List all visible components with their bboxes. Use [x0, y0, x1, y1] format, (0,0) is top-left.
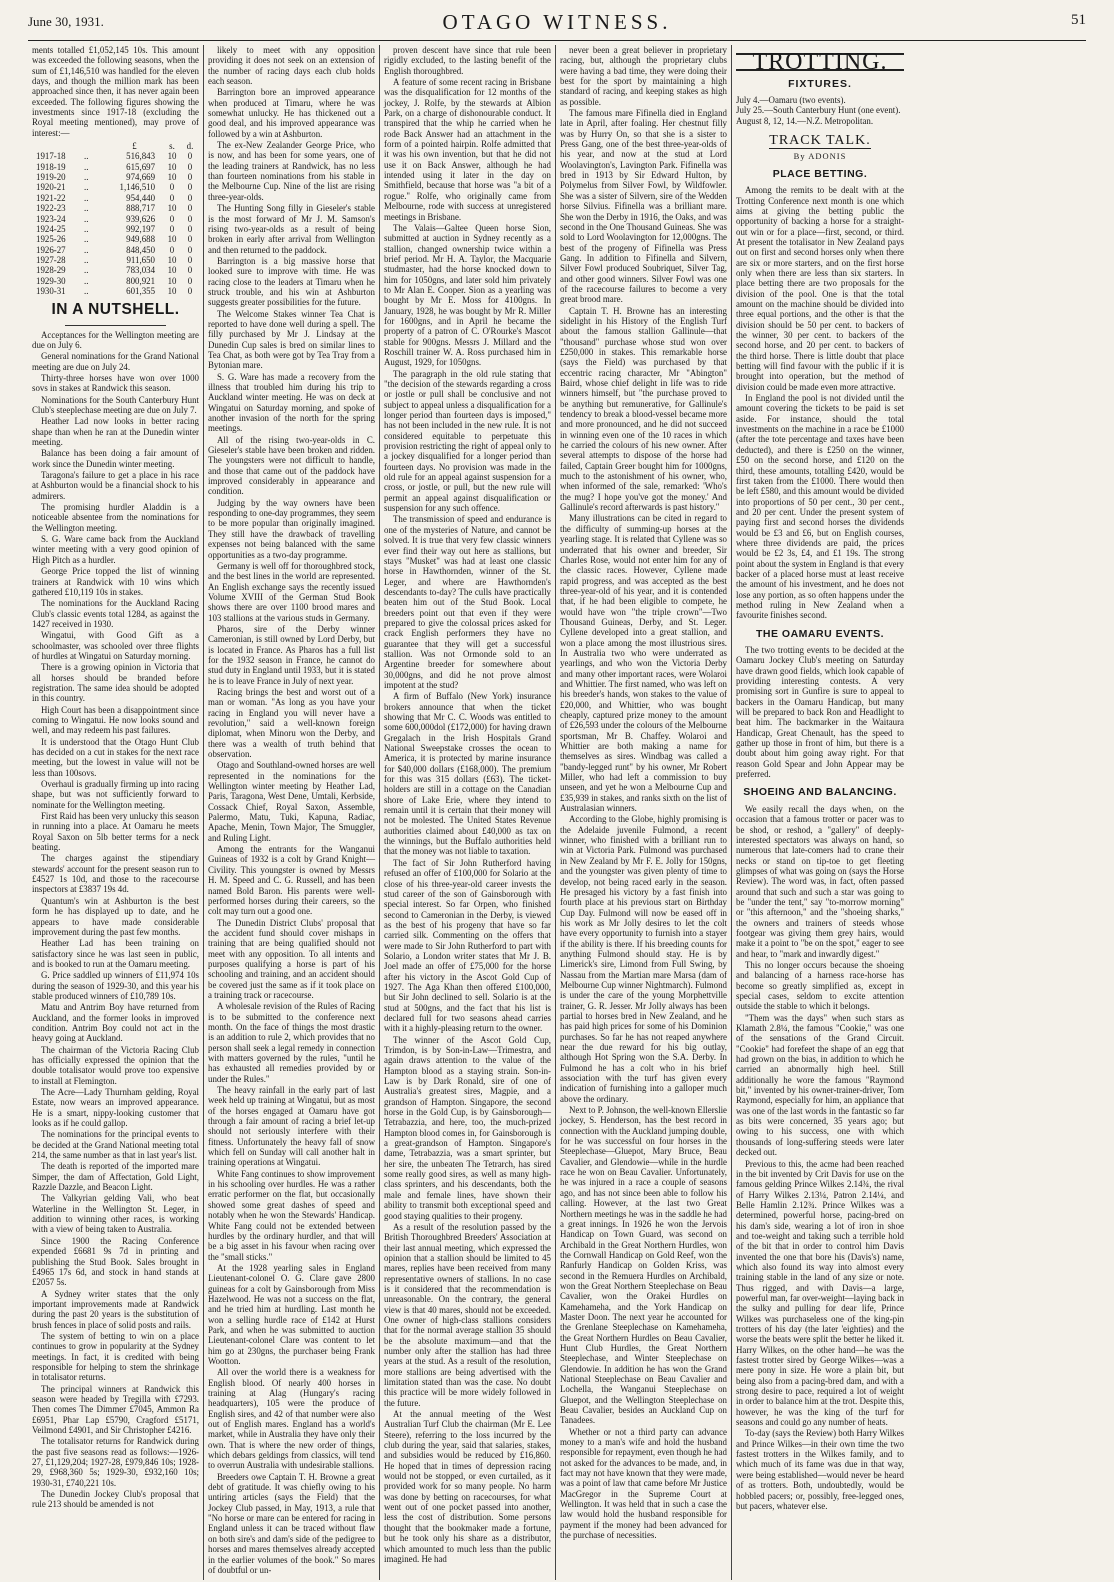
fixture-item: July 25.—South Canterbury Hunt (one event).: [736, 105, 901, 116]
article-paragraph: The principal winners at Randwick this season were headed by Tregilla with £7293. Then comes The Dimmer £7045, Ammon Ra £6951, Phar Lap £5790, Cragford £5171, Veilmond £4901, and Sir Christopher £4216.: [32, 1383, 199, 1435]
returns-s-cell: 10: [167, 285, 177, 296]
article-paragraph: According to the Globe, highly promising is the Adelaide juvenile Fulmond, a recent winner, who finished with a brilliant run to win at Victoria Park. Fulmond was purchased in New Zealand by Mr F. E. Jolly for 150gns, and the youngster was given plenty of time to develop, not being raced early in the season. He presaged his victory by a fast finish into fourth place at his previous start on Birthday Cup Day. Fulmond will now be eased off in his work as Mr Jolly desires to let the colt have every opportunity to furnish into a stayer if the ability is there. If his breeding counts for anything Fulmond should stay. He is by Limerick's sire, Limond from Full Swing, by Nassau from the Martian mare Marsa (dam of Melbourne Cup winner Nightmarch). Fulmond is under the care of the young Morphettville trainer, G. R. Jesser. Mr Jolly always has been partial to horses bred in New Zealand, and he has paid high prices for some of his Dominion purchases. So far he has not reaped anywhere near the due reward for his big outlay, although Hot Spring won the S.A. Derby. In Fulmond he has a colt who in his brief association with the turf has given every indication of furnishing into a galloper much above the ordinary.: [560, 814, 727, 1104]
table-row: [32, 255, 199, 265]
returns-header-cell: £: [132, 141, 137, 152]
returns-amount-cell: 783,034: [126, 265, 155, 276]
returns-header-row: [32, 141, 199, 151]
leader-dots: ..: [84, 275, 89, 286]
returns-amount-cell: 954,440: [126, 192, 155, 203]
article-paragraph: A wholesale revision of the Rules of Racing is to be submitted to the conference next month. On the face of things the most drastic is an addition to rule 2, which provides that no person shall seek a legal remedy in connection with matters governed by the rules, "until he has exhausted all remedies provided by or under the Rules.": [208, 1001, 375, 1084]
returns-s-cell: 0: [169, 182, 175, 193]
returns-s-cell: 0: [169, 244, 175, 255]
table-row: [32, 151, 199, 161]
article-paragraph: The totalisator returns for Randwick during the past five seasons read as follows:—1926-27, £1,129,204; 1927-28, £979,846 10s; 1928-29, £968,360 5s; 1929-30, £932,160 10s; 1930-31, £740,221 10s.: [32, 1436, 199, 1488]
article-paragraph: Among the remits to be dealt with at the Trotting Conference next month is one which aims at giving the betting public the opportunity of backing a horse for a straight-out win or for a place—first, second, or third. At present the totalisator in New Zealand pays out on first and second horses only when there are six or more starters, and on the first horse only when there are less than six starters. In place betting there are two proposals for the division of the pool. One is that the total amount on the machine should be divided into three equal portions, and the other is that the division should be 50 per cent. to backers of the winner, 30 per cent. to backers of the second horse, and 20 per cent. to backers of the third horse. There is little doubt that place betting will find favour with the public if it is brought into operation, but the method of division could be made even more attractive.: [736, 185, 904, 392]
returns-header-cell: d.: [186, 141, 194, 152]
leader-dots: ..: [84, 234, 89, 245]
article-paragraph: To-day (says the Review) both Harry Wilkes and Prince Wilkes—in their own time the two fastest trotters in the Wilkes family, and to which much of its fame was due in that way, were being established—would never be heard of as trotters. Both, undoubtedly, would be hobbled pacers; or, possibly, free-legged ones, but pacers, whatever else.: [736, 1428, 904, 1511]
returns-s-cell: 0: [169, 192, 175, 203]
article-paragraph: There is a growing opinion in Victoria that all horses should be branded before registration. The same idea should be adopted in this country.: [32, 662, 199, 704]
article-paragraph: Nominations for the South Canterbury Hunt Club's steeplechase meeting are due on July 7.: [32, 394, 199, 415]
fixture-item: July 4.—Oamaru (two events).: [736, 94, 846, 105]
returns-s-cell: 10: [167, 203, 177, 214]
returns-year-cell: 1920-21: [36, 182, 66, 193]
column-3: [380, 45, 556, 1580]
returns-header-cell: s.: [169, 141, 175, 152]
article-paragraph: Overhaul is gradually firming up into racing shape, but was not sufficiently forward to nominate for the Wellington meeting.: [32, 779, 199, 810]
returns-amount-cell: 911,650: [126, 254, 155, 265]
returns-s-cell: 10: [167, 265, 177, 276]
oamaru-heading: THE OAMARU EVENTS.: [755, 627, 884, 640]
article-paragraph: Germany is well off for thoroughbred stock, and the best lines in the world are represented. An English exchange says the recently issued Volume XVIII of the German Stud Book shows there are over 1100 brood mares and 103 stallions at the various studs in Germany.: [208, 560, 375, 623]
returns-year-cell: 1917-18: [36, 151, 66, 162]
article-paragraph: A feature of some recent racing in Brisbane was the disqualification for 12 months of the jockey, J. Rolfe, by the stewards at Albion Park, on a charge of dishonourable conduct. It transpired that the whip he carried when he rode Back Answer had an attachment in the form of a pointed hairpin. Rolfe admitted that it was his own invention, but that he did not use it on Back Answer, although he had intended using it later in the day on Smithfield, because that horse was "a bit of a rogue." Rolfe, who originally came from Melbourne, rode with success at unregistered meetings in Brisbane.: [384, 77, 551, 222]
article-paragraph: The nominations for the principal events to be decided at the Grand National meeting total 214, the same number as that in last year's list.: [32, 1129, 199, 1161]
place-betting-paragraphs: [736, 185, 904, 620]
article-paragraph: In England the pool is not divided until the amount covering the tickets to be paid is set aside. For instance, should the total investments on the machine in a race be £1000 (after the tote percentage and taxes have been deducted), and there is £250 on the winner, £50 on the second horse, and £120 on the third, these amounts, totalling £420, would be first taken from the £1000. There would then be left £580, and this amount would be divided into proportions of 50 per cent., 30 per cent., and 20 per cent. Under the present system of paying first and second horses the dividends would be £3 and £6, but on English courses, where three dividends are paid, the prices would be £2 3s, £4, and £1 19s. The strong point about the system in England is that every backer of a placed horse must at least receive the amount of his investment, and he does not lose any portion, as so often happens under the method ruling in New Zealand when a favourite finishes second.: [736, 393, 904, 621]
article-paragraph: This no longer occurs because the shoeing and balancing of a harness race-horse has become so greatly simplified as, except in special cases, seldom to excite attention outside the stable to which it belongs.: [736, 959, 904, 1012]
leader-dots: ..: [84, 244, 89, 255]
returns-s-cell: 10: [167, 161, 177, 172]
article-paragraph: G. Price saddled up winners of £11,974 10s during the season of 1929-30, and this year his stable produced winners of £10,789 10s.: [32, 970, 199, 1001]
returns-s-cell: 0: [169, 223, 175, 234]
returns-d-cell: 0: [187, 172, 193, 183]
returns-d-cell: 0: [187, 192, 193, 203]
article-paragraph: The Welcome Stakes winner Tea Chat is reported to have done well during a spell. The filly purchased by Mr J. Lindsay at the Dunedin Cup sales is bred on similar lines to Tea Chat, as both were got by Tea Tray from a Bytonian mare.: [208, 308, 375, 371]
returns-year-cell: 1930-31: [36, 285, 66, 296]
article-paragraph: S. G. Ware has made a recovery from the illness that troubled him during his trip to Auckland winter meeting. He was on deck at Wingatui on Saturday morning, and spoke of another invasion of the north for the spring meetings.: [208, 371, 375, 434]
leader-dots: ..: [84, 265, 89, 276]
nutshell-paragraphs: [32, 330, 199, 1510]
returns-amount-cell: 615,697: [126, 161, 155, 172]
returns-year-cell: 1921-22: [36, 192, 66, 203]
article-paragraph: Quantum's win at Ashburton is the best form he has displayed up to date, and he appears to have made considerable improvement during the past few months.: [32, 895, 199, 937]
article-paragraph: At the 1928 yearling sales in England Lieutenant-colonel O. G. Clare gave 2800 guineas for a colt by Gainsborough from Miss Hazelwood. He was not a success on the flat, and he tried him at hurdling. Last month he won a selling hurdle race of £142 at Hurst Park, and when he was submitted to auction Lieutenant-colonel Clare was content to let him go at 230gns, the purchaser being Frank Wootton.: [208, 1262, 375, 1366]
article-paragraph: The heavy rainfall in the early part of last week held up training at Wingatui, but as most of the horses engaged at Oamaru have got through a fair amount of racing a brief let-up should not seriously interfere with their fitness. Unfortunately the heavy fall of snow which fell on Sunday will call another halt in training operations at Wingatui.: [208, 1085, 375, 1168]
table-row: [32, 214, 199, 224]
returns-year-cell: 1927-28: [36, 254, 66, 265]
byline: By ADONIS: [793, 150, 847, 161]
leader-dots: ..: [84, 151, 89, 162]
article-paragraph: The Hunting Song filly in Gieseler's stable is the most forward of Mr J. M. Samson's rising two-year-olds as a result of being broken in early after arrival from Wellington and then returned to the paddock.: [208, 203, 375, 255]
leader-dots: ..: [84, 203, 89, 214]
article-paragraph: The Acre—Lady Thurnham gelding, Royal Estate, now wears an improved appearance. He is a smart, nippy-looking customer that looks as if he could gallop.: [32, 1087, 199, 1129]
issue-date: June 30, 1931.: [28, 14, 104, 29]
article-paragraph: The two trotting events to be decided at the Oamaru Jockey Club's meeting on Saturday have drawn good fields, which look capable of providing interesting contests. A very promising sort in Gunfire is sure to appeal to backers in the Oamaru Handicap, but many will be prepared to back Ron and Headlight to beat him. The backmarker in the Waitaura Handicap, Great Chenault, has the speed to gather up those in front of him, but there is a doubt about him going away right. For that reason Gold Spear and John Appear may be preferred.: [736, 645, 904, 780]
article-paragraph: A firm of Buffalo (New York) insurance brokers announce that when the ticket showing that Mr C. C. Woods was entitled to some 600,000dol (£172,000) for having drawn Gregalach in the Irish Hospitals Grand National Sweepstake crosses the ocean to America, it is protected by marine insurance for $40,000 dollars (£168,000). The premium for this was 315 dollars (£63). The ticket-holders are still in a cottage on the Canadian shore of Lake Erie, where they intend to remain until it is certain that their money will not be molested. The United States Revenue authorities claimed about £40,000 as tax on the winnings, but the Buffalo authorities held that the money was not liable to taxation.: [384, 691, 551, 857]
returns-s-cell: 10: [167, 234, 177, 245]
returns-d-cell: 0: [187, 151, 193, 162]
trotting-title: TROTTING.: [736, 53, 904, 71]
article-paragraph: High Court has been a disappointment since coming to Wingatui. He now looks sound and well, and may redeem his past failures.: [32, 704, 199, 736]
article-paragraph: Breeders owe Captain T. H. Browne a great debt of gratitude. It was chiefly owing to his untiring articles (says the Field) that the Jockey Club passed, in May, 1913, a rule that "No horse or mare can be entered for racing in England unless it can be traced without flaw on both sire's and dam's side of the pedigree to horses and mares themselves already accepted in the earlier volumes of the book." So mares of doubtful or un-: [208, 1471, 375, 1575]
leader-dots: ..: [84, 223, 89, 234]
returns-d-cell: 0: [187, 161, 193, 172]
track-talk-heading: [736, 133, 904, 149]
article-paragraph: White Fang continues to show improvement in his schooling over hurdles. He was a rather erratic performer on the flat, but occasionally showed some great dashes of speed and notably when he won the Stewards' Handicap. White Fang could not be extended between hurdles by the ordinary hurdler, and that will be a big asset in his favour when racing over the "small sticks.": [208, 1168, 375, 1262]
column-5-trotting: [732, 45, 908, 1580]
table-row: [32, 276, 199, 286]
article-paragraph: Judging by the way owners have been responding to one-day programmes, they seem to be more popular than originally imagined. They still have the drawback of travelling expenses not being balanced with the same opportunities as a two-day programme.: [208, 497, 375, 560]
article-paragraph: Matu and Antrim Boy have returned from Auckland, and the former looks in improved condition. Antrim Boy could not act in the heavy going at Auckland.: [32, 1002, 199, 1044]
article-paragraph: S. G. Ware came back from the Auckland winter meeting with a very good opinion of High Pitch as a hurdler.: [32, 534, 199, 565]
leader-dots: ..: [84, 182, 89, 193]
returns-d-cell: 0: [187, 275, 193, 286]
returns-amount-cell: 888,717: [126, 203, 155, 214]
article-paragraph: It is understood that the Otago Hunt Club has decided on a cut in stakes for the next race meeting, but the lowest in value will not be less than 100sovs.: [32, 736, 199, 778]
fixture-item: August 8, 12, 14.—N.Z. Metropolitan.: [736, 115, 874, 126]
returns-d-cell: 0: [187, 223, 193, 234]
article-paragraph: proven descent have since that rule been rigidly excluded, to the lasting benefit of the English thoroughbred.: [384, 45, 551, 76]
article-paragraph: Taragona's failure to get a place in his race at Ashburton would be a financial shock to his admirers.: [32, 470, 199, 501]
table-row: [32, 172, 199, 182]
returns-intro: ments totalled £1,052,145 10s. This amount was exceeded the following seasons, when the sum of £1,146,510 was handled for the eleven days, and though the million mark has been approached since then, it has never again been exceeded. The following figures showing the investments since 1917-18 (excluding the Royal meeting mentioned), may prove of interest:—: [32, 45, 199, 138]
returns-d-cell: 0: [187, 285, 193, 296]
returns-s-cell: 0: [169, 213, 175, 224]
article-paragraph: Otago and Southland-owned horses are well represented in the nominations for the Wellington winter meeting by Heather Lad, Paris, Taragona, West Dene, Umtali, Kerbside, Cossack Chief, Royal Saxon, Assemble, Palermo, Matu, Tuki, Kapuna, Radiac, Apache, Menin, Town Major, The Smuggler, and Ruling Light.: [208, 760, 375, 843]
article-paragraph: The promising hurdler Aladdin is a noticeable absentee from the nominations for the Wellington meeting.: [32, 502, 199, 533]
returns-s-cell: 10: [167, 275, 177, 286]
article-paragraph: "Them was the days" when such stars as Klamath 2.8¼, the famous "Cookie," was one of the sensations of the Grand Circuit. "Cookie" had forefeet the shape of an egg that had grown on the bias, in addition to which he carried an abnormally high heel. Still additionally he wore the famous "Raymond bit," invented by his owner-trainer-driver, Tom Raymond, especially for him, an appliance that was one of the last words in the fantastic so far as bits were concerned, 35 years ago; but owing to his success, one with which thousands of long-suffering steeds were later decked out.: [736, 1012, 904, 1158]
returns-s-cell: 10: [167, 151, 177, 162]
returns-d-cell: 0: [187, 265, 193, 276]
column-4: [556, 45, 732, 1580]
returns-amount-cell: 974,669: [126, 172, 155, 183]
article-paragraph: never been a great believer in proprietary racing, but, although the proprietary clubs were having a bad time, they were doing their best for the sport by maintaining a high standard of racing, and keeping stakes as high as possible.: [560, 45, 727, 107]
article-paragraph: Wingatui, with Good Gift as a schoolmaster, was schooled over three flights of hurdles at Wingatui on Saturday morning.: [32, 630, 199, 661]
shoeing-heading: SHOEING AND BALANCING.: [743, 786, 897, 799]
article-paragraph: The famous mare Fifinella died in England late in April, after foaling. Her chestnut filly was by Hurry On, so that she is a sister to Press Gang, one of the best three-year-olds of his year, and now at the stud at Lord Woolavington's, Lavington Park. Fifinella was bred in 1913 by Sir Edward Hulton, by Polymelus from Silver Fowl, by Wildfowler. She was a sister of Silvern, sire of the Wedden horse Silvius. Fifinella was a brilliant mare. She won the Derby in 1916, the Oaks, and was second in the One Thousand Guineas. She was sold to Lord Woolavington for 12,000gns. The best of the progeny of Fifinella was Press Gang. In addition to Fifinella and Silvern, Silver Fowl produced Soubriquet, Silver Tag, and other good winners. Silver Fowl was one of the racecourse failures to become a very great brood mare.: [560, 108, 727, 305]
returns-amount-cell: 848,450: [126, 244, 155, 255]
masthead: [28, 0, 1086, 41]
returns-year-cell: 1922-23: [36, 203, 66, 214]
table-row: [32, 286, 199, 296]
article-paragraph: As a result of the resolution passed by the British Thoroughbred Breeders' Association at their last annual meeting, which expressed the opinion that a stallion should be limited to 45 mares, replies have been received from many representative owners of stallions. In no case is it considered that the recommendation is unreasonable. On the contrary, the general view is that 40 mares, should not be exceeded. One owner of high-class stallions considers that for the normal average stallion 35 should be the absolute maximum—and that the number only after the stallion has had three years at the stud. As a result of the resolution, more stallions are being advertised with the limitation stated than was the case. No doubt this practice will be more widely followed in the future.: [384, 1221, 551, 1408]
article-paragraph: The charges against the stipendiary stewards' account for the present season run to £4527 1s 10d, and those to the racecourse inspectors at £3837 19s 4d.: [32, 853, 199, 895]
returns-d-cell: 0: [187, 213, 193, 224]
returns-d-cell: 0: [187, 203, 193, 214]
article-paragraph: Barrington bore an improved appearance when produced at Timaru, where he was somewhat unlucky. He has thickened out a good deal, and his improved appearance was followed by a win at Ashburton.: [208, 87, 375, 139]
table-row: [32, 245, 199, 255]
article-paragraph: Heather Lad has been training on satisfactory since he was last seen in public, and is booked to run at the Oamaru meeting.: [32, 938, 199, 969]
returns-amount-cell: 992,197: [126, 223, 155, 234]
returns-amount-cell: 800,921: [126, 275, 155, 286]
leader-dots: ..: [84, 213, 89, 224]
article-paragraph: Previous to this, the acme had been reached in the bit invented by Crit Davis for use on the famous gelding Prince Wilkes 2.14¾, the rival of Harry Wilkes 2.13¼, Patron 2.14¼, and Belle Hamlin 2.12¾. Prince Wilkes was a determined, powerful horse, pacing-bred on his dam's side, wearing a lot of iron in shoe and toe-weight and taking such a terrible hold of the bit that in order to control him Davis invented the one that bore his (Davis's) name, which also found its way into almost every training stable in the land of any size or note. Thus rigged, and with Davis—a large, powerful man, far over-weight—laying back in the sulky and pulling for dear life, Prince Wilkes was purchaseless one of the king-pin trotters of his day (the later 'eighties) and the worse the beats were split the better he liked it. Harry Wilkes, on the other hand—he was the fastest trotter sired by George Wilkes—was a mere pony in size. He wore a plain bit, but being also from a pacing-bred dam, and with a strong desire to pace, required a lot of weight in order to balance him at the trot. Despite this, however, he was the king of the turf for seasons and could go any number of heats.: [736, 1158, 904, 1428]
returns-year-cell: 1926-27: [36, 244, 66, 255]
article-paragraph: All over the world there is a weakness for English blood. Of nearly 400 horses in training at Alag (Hungary's racing headquarters), 105 were the produce of English sires, and 42 of that number were also out of English mares. England has a world's market, while in Australia they have only their own. That is where the new order of things, which debars geldings from classics, will tend to overrun Australia with undesirable stallions.: [208, 1367, 375, 1471]
article-paragraph: The Dunedin District Clubs' proposal that the accident fund should cover mishaps in training that are being qualified should not meet with any opposition. To all intents and purposes qualifying a horse is part of his schooling and training, and an accident should be covered just the same as if it took place on a training track or racecourse.: [208, 917, 375, 1000]
article-paragraph: Since 1900 the Racing Conference expended £6681 9s 7d in printing and publishing the Stud Book. Sales brought in £4965 17s 6d, and stock in hand stands at £2057 5s.: [32, 1235, 199, 1288]
table-row: [32, 182, 199, 192]
article-paragraph: The nominations for the Auckland Racing Club's classic events total 1284, as against the 1427 received in 1930.: [32, 598, 199, 629]
column-4-paragraphs: [560, 45, 727, 1541]
leader-dots: ..: [84, 172, 89, 183]
article-paragraph: Balance has been doing a fair amount of work since the Dunedin winter meeting.: [32, 448, 199, 469]
article-paragraph: At the annual meeting of the West Australian Turf Club the chairman (Mr E. Lee Steere), referring to the loss incurred by the club during the year, said that salaries, stakes, and subsidies would be reduced by £16,860. He hoped that in times of depression racing would not be stopped, or even curtailed, as it provided work for so many people. No harm was done by betting on racecourses, for what went out of one pocket passed into another, less the cost of distribution. Some persons thought that the bookmaker made a fortune, but he took only his share as a distributor, which amounted to much less than the public imagined. He had: [384, 1409, 551, 1564]
article-paragraph: Heather Lad now looks in better racing shape than when he ran at the Dunedin winter meeting.: [32, 416, 199, 448]
page-number: 51: [1071, 12, 1086, 28]
returns-s-cell: 10: [167, 172, 177, 183]
article-paragraph: The Valais—Galtee Queen horse Sion, submitted at auction in Sydney recently as a stallion, changed ownership twice within a brief period. Mr H. A. Taylor, the Macquarie studmaster, had the horse knocked down to him for 1050gns, and later sold him privately to Mr Alan E. Cooper. Sion as a yearling was bought by Mr E. Moss for 4100gns. In January, 1928, he was bought by Mr R. Miller for 1600gns, and in April he became the property of a patron of C. O'Rourke's Mascot stable for 900gns. Messrs J. Millard and the Roschill trainer W. A. Ross purchased him in August, 1929, for 1050gns.: [384, 222, 551, 368]
returns-s-cell: 10: [167, 254, 177, 265]
columns: [28, 45, 1086, 1580]
table-row: [32, 234, 199, 244]
article-paragraph: The system of betting to win on a place continues to grow in popularity at the Sydney meetings. In fact, it is credited with being responsible for helping to stem the shrinkage in totalisator returns.: [32, 1330, 199, 1383]
table-row: [32, 193, 199, 203]
article-paragraph: likely to meet with any opposition providing it does not seek on an extension of the number of racing days each club holds each season.: [208, 45, 375, 87]
column-2-paragraphs: [208, 45, 375, 1575]
oamaru-paragraphs: [736, 645, 904, 779]
article-paragraph: Pharos, sire of the Derby winner Cameronian, is still owned by Lord Derby, but is located in France. As Pharos has a full list for the 1932 season in France, he cannot do stud duty in England until 1933, but it is stated he is to leave France in July of next year.: [208, 623, 375, 686]
article-paragraph: Thirty-three horses have won over 1000 sovs in stakes at Randwick this season.: [32, 372, 199, 394]
article-paragraph: We easily recall the days when, on the occasion that a famous trotter or pacer was to be shod, or reshod, a "gallery" of deeply-interested spectators was always on hand, so numerous that late-comers had to crane their necks or stand on tip-toe to get fleeting glimpses of what was going on (says the Horse Review). The word was, in fact, often passed around that such and such a star was going to be "under the tent," say "to-morrow morning" or "this afternoon," and the "shoeing sharks," the owners and trainers of steeds whose footgear was giving them grey hairs, would make it a point to "be on the spot," eager to see and hear, to "mark and inwardly digest.": [736, 803, 904, 959]
divider: [65, 325, 165, 326]
article-paragraph: The Dunedin Jockey Club's proposal that rule 213 should be amended is not: [32, 1489, 199, 1510]
article-paragraph: All of the rising two-year-olds in C. Gieseler's stable have been broken and ridden. The youngsters were not difficult to handle, and those that came out of the paddock have improved considerably in appearance and condition.: [208, 434, 375, 497]
fixtures-heading: FIXTURES.: [788, 78, 852, 91]
article-paragraph: A Sydney writer states that the only important improvements made at Randwick during the past 20 years is the substitution of brush fences in place of solid posts and rails.: [32, 1288, 199, 1330]
returns-year-cell: 1928-29: [36, 265, 66, 276]
returns-amount-cell: 601,355: [126, 285, 155, 296]
article-paragraph: General nominations for the Grand National meeting are due on July 24.: [32, 351, 199, 372]
article-paragraph: The winner of the Ascot Gold Cup, Trimdon, is by Son-in-Law—Trimestra, and again draws attention to the value of the Hampton blood as a staying strain. Son-in-Law is by Dark Ronald, sire of one of Australia's greatest sires, Magpie, and a grandson of Hampton. Singapore, the second horse in the Gold Cup, is by Gainsborough—Tetrabazzia, and here, too, the much-prized Hampton blood comes in, for Gainsborough is a great-grandson of Hampton. Singapore's dame, Tetrabazzia, was a smart sprinter, but her sire, the unbeaten The Tetrarch, has sired some really good sires, as well as many high-class sprinters, and his descendants, both the male and female lines, have shown their ability to transmit both exceptional speed and good staying qualities to their progeny.: [384, 1034, 551, 1221]
article-paragraph: The chairman of the Victoria Racing Club has officially expressed the opinion that the double totalisator would prove too expensive to install at Flemington.: [32, 1044, 199, 1086]
column-3-paragraphs: [384, 45, 551, 1564]
leader-dots: ..: [84, 161, 89, 172]
table-row: [32, 224, 199, 234]
returns-year-cell: 1919-20: [36, 172, 66, 183]
returns-year-cell: 1918-19: [36, 161, 66, 172]
totalisator-returns-table: [32, 141, 199, 296]
article-paragraph: The death is reported of the imported mare Simper, the dam of Affectation, Gold Light, Razzle Dazzle, and Beacon Light.: [32, 1161, 199, 1193]
shoeing-paragraphs: [736, 804, 904, 1511]
article-paragraph: Next to P. Johnson, the well-known Ellerslie jockey, S. Henderson, has the best record in connection with the Auckland jumping double, for he was successful on four horses in the Steeplechase—Gluepot, Mary Bruce, Beau Cavalier, and Glendowie—while in the hurdle race he won on Beau Cavalier. Unfortunately, he was injured in a race a couple of seasons ago, and has not since been able to follow his calling. However, at the last two Great Northern meetings he was in the saddle he had a great innings. In 1926 he won the Jervois Handicap on Town Guard, was second on Archibald in the Great Northern Hurdles, won the Cornwall Handicap on Gold Reef, won the Ranfurly Handicap on Golden Kriss, was second in the Remuera Hurdles on Archibald, won the Great Northern Steeplechase on Beau Cavalier, won the Orakei Hurdles on Kamehameha, and the York Handicap on Master Doon. The next year he accounted for the Grenlane Steeplechase on Kamehameha, the Great Northern Hurdles on Beau Cavalier, Hunt Club Hurdles, the Great Northern Steeplechase, and Winter Steeplechase on Glendowie. In addition he has won the Grand National Steeplechase on Beau Cavalier and Lochella, the Wanganui Steeplechase on Gluepot, and the Wellington Steeplechase on Beau Cavalier, besides an Auckland Cup on Tanadees.: [560, 1105, 727, 1426]
article-paragraph: Barrington is a big massive horse that looked sure to improve with time. He was racing close to the leaders at Timaru when he struck trouble, and his win at Ashburton suggests greater possibilities for the future.: [208, 255, 375, 308]
returns-year-cell: 1924-25: [36, 223, 66, 234]
article-paragraph: The ex-New Zealander George Price, who is now, and has been for some years, one of the leading trainers at Randwick, has no less than fourteen nominations from his stable in the Melbourne Cup. Nine of the list are rising three-year-olds.: [208, 140, 375, 202]
article-paragraph: Whether or not a third party can advance money to a man's wife and hold the husband responsible for repayment, even though he had not asked for the advances to be made, and, in fact may not have known that they were made, was a point of law that came before Mr Justice MacGregor in the Supreme Court at Wellington. It was held that in such a case the law would hold the husband responsible for payment if the money had been advanced for the purchase of necessities.: [560, 1426, 727, 1541]
returns-amount-cell: 1,146,510: [119, 182, 155, 193]
returns-year-cell: 1925-26: [36, 234, 66, 245]
table-row: [32, 203, 199, 213]
returns-d-cell: 0: [187, 254, 193, 265]
nutshell-heading: IN A NUTSHELL.: [51, 301, 180, 319]
returns-year-cell: 1923-24: [36, 213, 66, 224]
column-2: [204, 45, 380, 1580]
place-betting-heading: PLACE BETTING.: [772, 167, 868, 180]
article-paragraph: Among the entrants for the Wanganui Guineas of 1932 is a colt by Grand Knight—Civility. This youngster is owned by Messrs H. M. Speed and C. G. Russell, and has been named Bold Baron. His parents were well-performed horses during their careers, so the colt may turn out a good one.: [208, 844, 375, 917]
returns-amount-cell: 949,688: [126, 234, 155, 245]
returns-year-cell: 1929-30: [36, 275, 66, 286]
returns-d-cell: 0: [187, 182, 193, 193]
leader-dots: ..: [84, 192, 89, 203]
article-paragraph: The fact of Sir John Rutherford having refused an offer of £100,000 for Solario at the close of his three-year-old career invests the stud career of the son of Gainsborough with special interest. So far Orpen, who finished second to Cameronian in the Derby, is viewed as the best of his progeny that have so far carried silk. Commenting on the offers that were made to Sir John Rutherford to part with Solario, a London writer states that Mr J. B. Joel made an offer of £75,000 for the horse after his victory in the Ascot Gold Cup of 1927. The Aga Khan then offered £100,000, but Sir John declined to sell. Solario is at the stud at 500gns, and the fact that his list is declared full for two seasons ahead carries with it a highly-pleasing return to the owner.: [384, 857, 551, 1034]
returns-amount-cell: 939,626: [126, 213, 155, 224]
article-paragraph: George Price topped the list of winning trainers at Randwick with 10 wins which gathered £10,119 10s in stakes.: [32, 566, 199, 597]
article-paragraph: Racing brings the best and worst out of a man or woman. "As long as you have your racing in England you will never have a revolution," said a well-known foreign diplomat, when Minoru won the Derby, and there was a wealth of truth behind that observation.: [208, 686, 375, 760]
column-1: [28, 45, 204, 1580]
article-paragraph: The Valkyrian gelding Vali, who beat Waterline in the Wellington St. Leger, in addition to winning other races, is working with a view of being taken to Australia.: [32, 1193, 199, 1235]
article-paragraph: Captain T. H. Browne has an interesting sidelight in his History of the English Turf about the famous stallion Gallinule—that "thousand" purchase whose stud won over £250,000 in stakes. This remarkable horse (says the Field) was purchased by that eccentric racing character, Mr "Abington" Baird, whose chief delight in life was to ride winners himself, but "the purchase proved to be anything but remunerative, for Gallinule's tendency to break a blood-vessel became more and more pronounced, and he did not succeed in winning even one of the 10 races in which he carried the colours of his new owner. After several attempts to dispose of the horse had failed, Captain Greer bought him for 1000gns, much to the astonishment of his owner, who, when informed of the sale, remarked: 'Who's the mug? I hope you've got the money.' And Gallinule's record afterwards is past history.": [560, 305, 727, 513]
article-paragraph: First Raid has been very unlucky this season in running into a place. At Oamaru he meets Royal Saxon on 5lb better terms for a neck beating.: [32, 811, 199, 853]
leader-dots: ..: [84, 285, 89, 296]
article-paragraph: The paragraph in the old rule stating that "the decision of the stewards regarding a cross or jostle or pull shall be conclusive and not subject to appeal unless a disqualification for a longer period than fourteen days is imposed," has not been included in the new rule. It is not considered equitable to perpetuate this provision restricting the right of appeal only to a jockey disqualified for a longer period than fourteen days. No provision was made in the old rule for an appeal against suspension for a cross, or jostle, or pull, but the new rule will permit an appeal against disqualification or suspension for any such offence.: [384, 368, 551, 514]
article-paragraph: The transmission of speed and endurance is one of the mysteries of Nature, and cannot be solved. It is true that very few classic winners ever find their way out here as stallions, but stays "Musket" was had at least one classic horse in Hawthornden, winner of the St. Leger, and where are Hawthornden's descendants to-day? The culls have practically beaten him out of the Stud Book. Local breeders point out that even if they were prepared to give the colossal prices asked for crack English performers they have no guarantee that they will get a successful stallion. Was not Ormonde sold to an Argentine breeder for somewhere about 30,000gns, and did he not prove almost impotent at the stud?: [384, 514, 551, 690]
returns-d-cell: 0: [187, 244, 193, 255]
table-row: [32, 265, 199, 275]
returns-amount-cell: 516,843: [126, 151, 155, 162]
returns-d-cell: 0: [187, 234, 193, 245]
newspaper-title: OTAGO WITNESS.: [442, 10, 672, 34]
leader-dots: ..: [84, 254, 89, 265]
table-row: [32, 162, 199, 172]
fixtures-list: [736, 95, 904, 127]
article-paragraph: Acceptances for the Wellington meeting are due on July 6.: [32, 329, 199, 350]
article-paragraph: Many illustrations can be cited in regard to the difficulty of summing-up horses at the yearling stage. It is related that Cyllene was so underrated that his owner and breeder, Sir Charles Rose, would not enter him for any of the classic races. However, Cyllene made rapid progress, and was accepted as the best three-year-old of his year, and it is contended that, if he had been eligible to compete, he would have won "the triple crown"—Two Thousand Guineas, Derby, and St. Leger. Cyllene developed into a great stallion, and won a place among the most illustrious sires. In Australia two who were underrated as yearlings, and who won the Victoria Derby and many other important races, were Wolaroi and Whittier. The first named, who was left on his breeder's hands, won stakes to the value of £20,000, and Whittier, who was bought cheaply, captured prize money to the amount of £26,593 under the colours of the Melbourne sportsman, Mr B. Chaffey. Wolaroi and Whittier are both making a name for themselves as sires. Windbag was called a "bandy-legged runt" by his owner, Mr Robert Miller, who had left a commission to buy unseen, and yet he won a Melbourne Cup and £35,939 in stakes, and ranks sixth on the list of Australasian winners.: [560, 513, 727, 814]
track-talk-text: TRACK TALK.: [769, 133, 871, 149]
